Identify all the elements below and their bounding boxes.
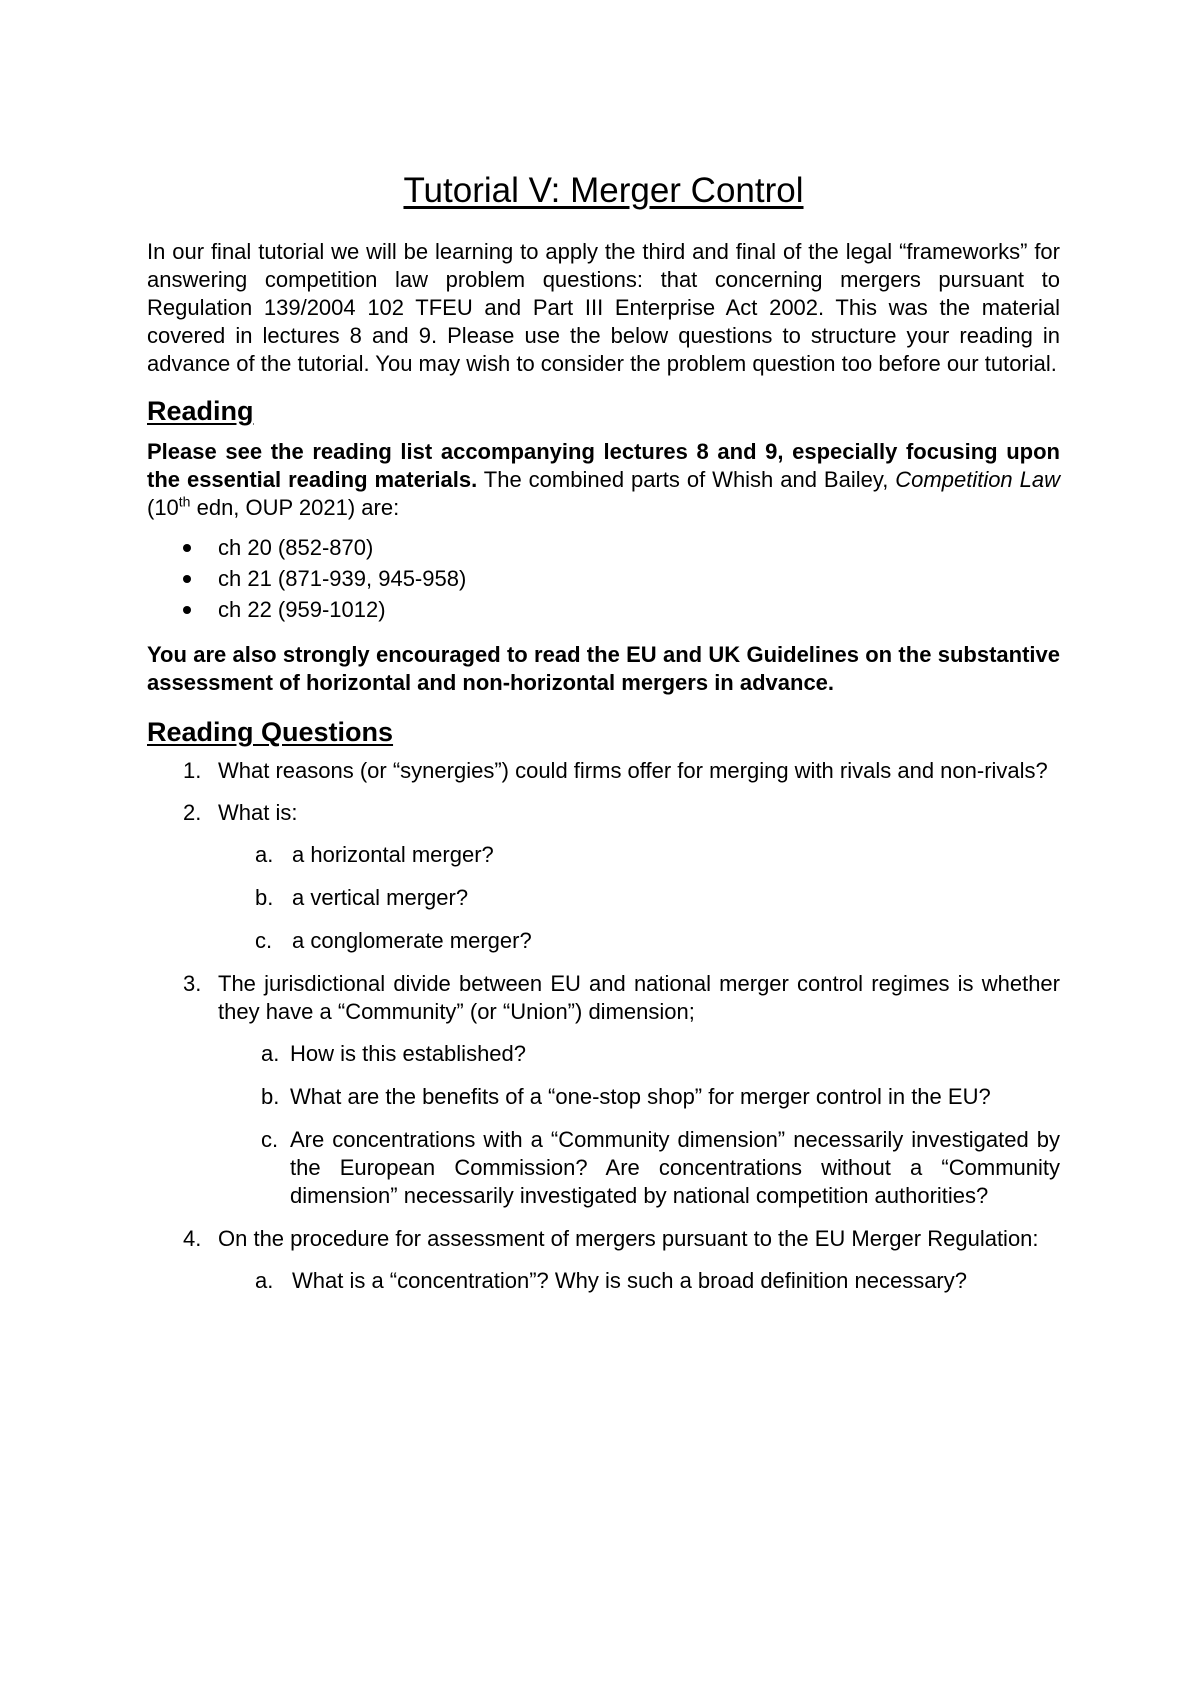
sub-question-text: How is this established? [290,1041,527,1066]
question-item [147,757,1060,785]
document-page [147,170,1060,1310]
chapter-item: ch 21 (871-939, 945-958) [147,563,1060,594]
sub-question-text: What is a “concentration”? Why is such a broad definition necessary? [292,1268,967,1293]
bullet-icon [183,544,191,552]
reading-bold-lead: Please see the reading list accompanying lectures 8 and 9, especially focusing upon the essential reading materials. [147,439,1060,492]
sub-question-letter: c. [255,928,273,953]
question-text: What reasons (or “synergies”) could firms offer for merging with rivals and non-rivals? [218,758,1048,783]
sub-question-letter: a. [255,1268,274,1293]
sub-question [147,1040,1060,1068]
question-number: 1. [183,758,202,783]
sub-question-text: a horizontal merger? [292,842,494,867]
reading-heading: Reading [147,396,254,426]
sub-question [147,884,1060,912]
sub-question-letter: b. [261,1084,280,1109]
question-item [147,799,1060,827]
question-number: 3. [183,971,202,996]
chapter-list [147,532,1060,625]
bullet-icon [183,575,191,583]
sub-question-text: What are the benefits of a “one-stop shop” for merger control in the EU? [290,1084,991,1109]
sub-question [147,1083,1060,1111]
sub-question-letter: a. [261,1041,280,1066]
book-title: Competition Law [895,467,1060,492]
question-number: 4. [183,1226,202,1251]
question-item [147,1225,1060,1253]
sub-question [147,927,1060,955]
reading-text-3: edn, OUP 2021) are: [190,495,400,520]
chapter-item: ch 22 (959-1012) [147,594,1060,625]
sub-question-letter: b. [255,885,274,910]
intro-paragraph: In our final tutorial we will be learning to apply the third and final of the legal “frameworks” for answering competition law problem questions: that concerning mergers pursuant to Regulation 139/2004 102 TFEU and Part III Enterprise Act 2002. This was the material covered in lectures 8 and 9. Please use the below questions to structure your reading in advance of the tutorial. You may wish to consider the problem question too before our tutorial. [147,239,1060,376]
question-number: 2. [183,800,202,825]
question-text: What is: [218,800,298,825]
bullet-icon [183,606,191,614]
question-text: On the procedure for assessment of mergers pursuant to the EU Merger Regulation: [218,1226,1039,1251]
sub-question-text: a conglomerate merger? [292,928,532,953]
edition-superscript: th [178,493,191,510]
questions-heading: Reading Questions [147,717,394,747]
sub-question-letter: c. [261,1127,279,1152]
guidelines-note: You are also strongly encouraged to read the EU and UK Guidelines on the substantive assessment of horizontal and non-horizontal mergers in advance. [147,642,1060,695]
page-title: Tutorial V: Merger Control [403,171,804,210]
sub-question [147,1267,1060,1295]
question-text: The jurisdictional divide between EU and national merger control regimes is whether they have a “Community” (or “Union”) dimension; [218,971,1060,1024]
sub-question-letter: a. [255,842,274,867]
sub-question-text: Are concentrations with a “Community dimension” necessarily investigated by the European Commission? Are concentrations without a “Community dimension” necessarily investigated by national competition authorities? [290,1127,1060,1208]
question-item [147,970,1060,1026]
reading-paragraph [147,438,1060,522]
sub-question [147,841,1060,869]
sub-question-text: a vertical merger? [292,885,469,910]
sub-question [147,1126,1060,1210]
reading-text-2: (10 [147,495,179,520]
chapter-item: ch 20 (852-870) [147,532,1060,563]
reading-text-1: The combined parts of Whish and Bailey, [477,467,896,492]
